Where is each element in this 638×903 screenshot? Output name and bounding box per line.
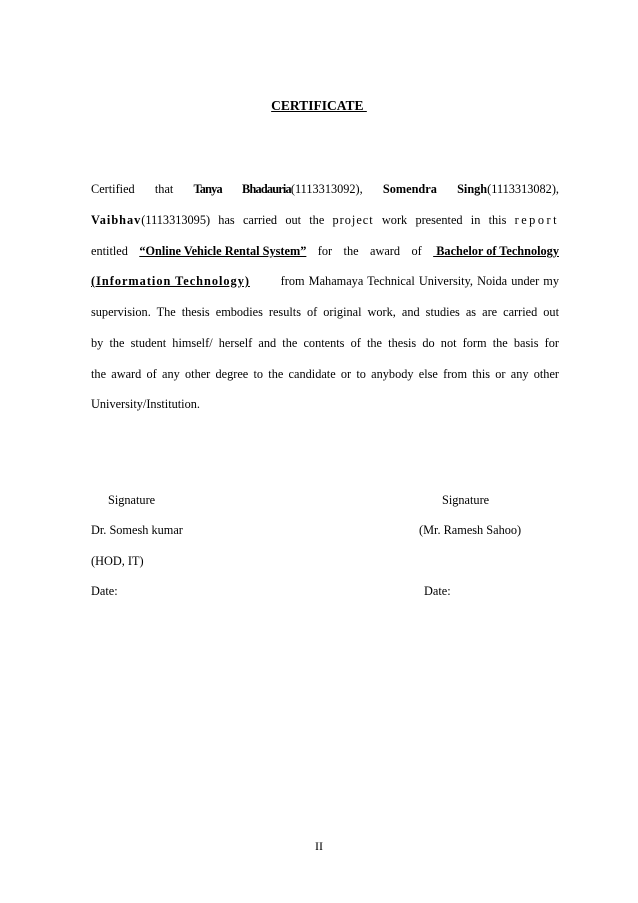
- word: the: [343, 244, 359, 258]
- body-line-6: by the student himself/ herself and the contents of the thesis do not form the basis for: [91, 336, 559, 350]
- word: out: [285, 213, 302, 227]
- word: in: [470, 213, 481, 227]
- student-name-first: Somendra: [382, 182, 437, 196]
- degree-name: Bachelor of Technology: [433, 244, 559, 258]
- left-date-label: Date:: [91, 584, 118, 598]
- body-line-7: the award of any other degree to the candidate or to anybody else from this or any other: [91, 367, 559, 381]
- student-name-last: Singh: [457, 182, 488, 196]
- left-signature-label: Signature: [108, 493, 156, 507]
- student-name-last: Bhadauria: [242, 182, 291, 196]
- word: this: [488, 213, 507, 227]
- student-id: (1113313082),: [487, 182, 559, 196]
- body-line-5: supervision. The thesis embodies results of original work, and studies as are carried out: [91, 305, 559, 319]
- student-id: (1113313095): [141, 213, 211, 227]
- project-title: “Online Vehicle Rental System”: [139, 244, 307, 258]
- word: project: [332, 213, 374, 227]
- word: the: [309, 213, 325, 227]
- word: award: [370, 244, 401, 258]
- student-name-first: Tanya: [193, 182, 222, 196]
- word: entitled: [91, 244, 128, 258]
- page-title: [0, 98, 638, 114]
- word: that: [154, 182, 174, 196]
- word: Certified: [91, 182, 135, 196]
- student-id: (1113313092),: [290, 182, 363, 196]
- left-signatory-role: (HOD, IT): [91, 554, 144, 568]
- word: carried: [242, 213, 278, 227]
- word: for: [317, 244, 333, 258]
- word: of: [411, 244, 422, 258]
- word: report: [514, 213, 559, 227]
- right-signatory-name: (Mr. Ramesh Sahoo): [419, 523, 522, 537]
- title-text: CERTIFICATE: [271, 98, 367, 113]
- word: has: [218, 213, 235, 227]
- branch-name: (Information Technology): [91, 274, 250, 288]
- word: work: [381, 213, 408, 227]
- body-line-2: [91, 212, 559, 228]
- body-line-8: University/Institution.: [91, 397, 200, 411]
- left-signatory-name: Dr. Somesh kumar: [91, 523, 183, 537]
- body-line-1: [91, 181, 559, 197]
- body-line-3: [91, 243, 559, 259]
- word: presented: [415, 213, 463, 227]
- page-number: II: [315, 839, 323, 853]
- body-line-4: [91, 273, 559, 289]
- body-text: from Mahamaya Technical University, Noida under my: [280, 274, 559, 288]
- right-date-label: Date:: [424, 584, 451, 598]
- student-name: Vaibhav: [91, 213, 142, 227]
- right-signature-label: Signature: [442, 493, 490, 507]
